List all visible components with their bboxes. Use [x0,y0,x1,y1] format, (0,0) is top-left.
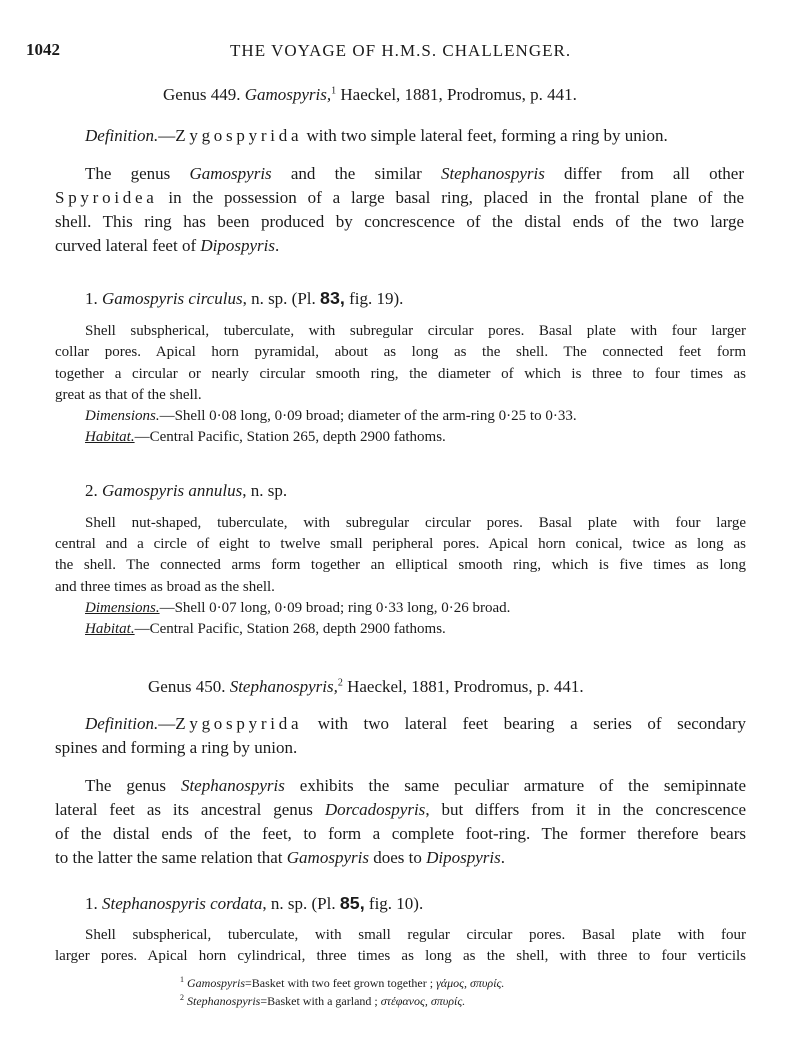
species-heading-stephanospyris-cordata: 1. Stephanospyris cordata, n. sp. (Pl. 85, fig. 10). [85,893,424,913]
species-2-desc-line-2: central and a circle of eight to twelve small peripheral pores. Apical horn conical, twice as long as [55,536,746,552]
species-1-dimensions: Dimensions.—Shell 0·08 long, 0·09 broad; diameter of the arm-ring 0·25 to 0·33. [85,408,577,424]
species-1-desc-line-1: Shell subspherical, tuberculate, with subregular circular pores. Basal plate with four larger [85,323,746,339]
running-title: THE VOYAGE OF H.M.S. CHALLENGER. [230,41,572,60]
genus-449-intro-line-3: shell. This ring has been produced by concrescence of the distal ends of the two large [55,212,744,231]
genus-449-intro-line-1: The genus Gamospyris and the similar Stephanospyris differ from all other [85,164,745,183]
genus-449-intro-line-4: curved lateral feet of Dipospyris. [55,236,280,255]
species-3-desc-line-2: larger pores. Apical horn cylindrical, three times as long as the shell, with three to four verticils [55,948,746,964]
species-1-desc-line-4: great as that of the shell. [55,387,202,403]
species-2-desc-line-4: and three times as broad as the shell. [55,579,275,595]
genus-449-heading: Genus 449. Gamospyris,$^1$ Haeckel, 1881, Prodromus, p. 441. [163,85,577,104]
genus-449-definition: Definition.—Zygospyrida with two simple lateral feet, forming a ring by union. [85,126,668,145]
footnote-1: $^1$ Gamospyris=Basket with two feet grown together ; γάμος, σπυρίς. [180,975,505,990]
genus-450-intro-line-2: lateral feet as its ancestral genus Dorcadospyris, but differs from it in the concrescence [55,800,746,819]
species-3-desc-line-1: Shell subspherical, tuberculate, with small regular circular pores. Basal plate with four [85,927,746,943]
species-heading-gamospyris-circulus: 1. Gamospyris circulus, n. sp. (Pl. 83, fig. 19). [85,288,404,308]
species-2-desc-line-3: the shell. The connected arms form together an elliptical smooth ring, which is five times as long [55,557,746,573]
genus-450-intro-line-3: of the distal ends of the feet, to form a complete foot-ring. The former therefore bears [55,824,746,843]
genus-450-definition-line-1: Definition.—Zygospyrida with two lateral feet bearing a series of secondary [85,714,746,733]
genus-450-definition-line-2: spines and forming a ring by union. [55,738,298,757]
genus-450-intro-line-1: The genus Stephanospyris exhibits the same peculiar armature of the semipinnate [85,776,746,795]
species-2-desc-line-1: Shell nut-shaped, tuberculate, with subregular circular pores. Basal plate with four large [85,515,746,531]
genus-449-intro-line-2: Spyroidea in the possession of a large basal ring, placed in the frontal plane of the [55,188,744,207]
page-number: 1042 [26,40,60,59]
species-1-desc-line-2: collar pores. Apical horn pyramidal, about as long as the shell. The connected feet form [55,344,746,360]
footnote-2: $^2$ Stephanospyris=Basket with a garland ; στέφανος, σπυρίς. [180,993,466,1008]
species-1-desc-line-3: together a circular or nearly circular smooth ring, the diameter of which is three to four times as [55,366,746,382]
species-2-dimensions: Dimensions.—Shell 0·07 long, 0·09 broad; ring 0·33 long, 0·26 broad. [85,600,511,616]
species-heading-gamospyris-annulus: 2. Gamospyris annulus, n. sp. [85,481,288,500]
genus-450-intro-line-4: to the latter the same relation that Gamospyris does to Dipospyris. [55,848,505,867]
species-1-habitat: Habitat.—Central Pacific, Station 265, depth 2900 fathoms. [85,429,446,445]
genus-450-heading: Genus 450. Stephanospyris,$^2$ Haeckel, 1881, Prodromus, p. 441. [148,677,584,696]
species-2-habitat: Habitat.—Central Pacific, Station 268, depth 2900 fathoms. [85,621,446,637]
